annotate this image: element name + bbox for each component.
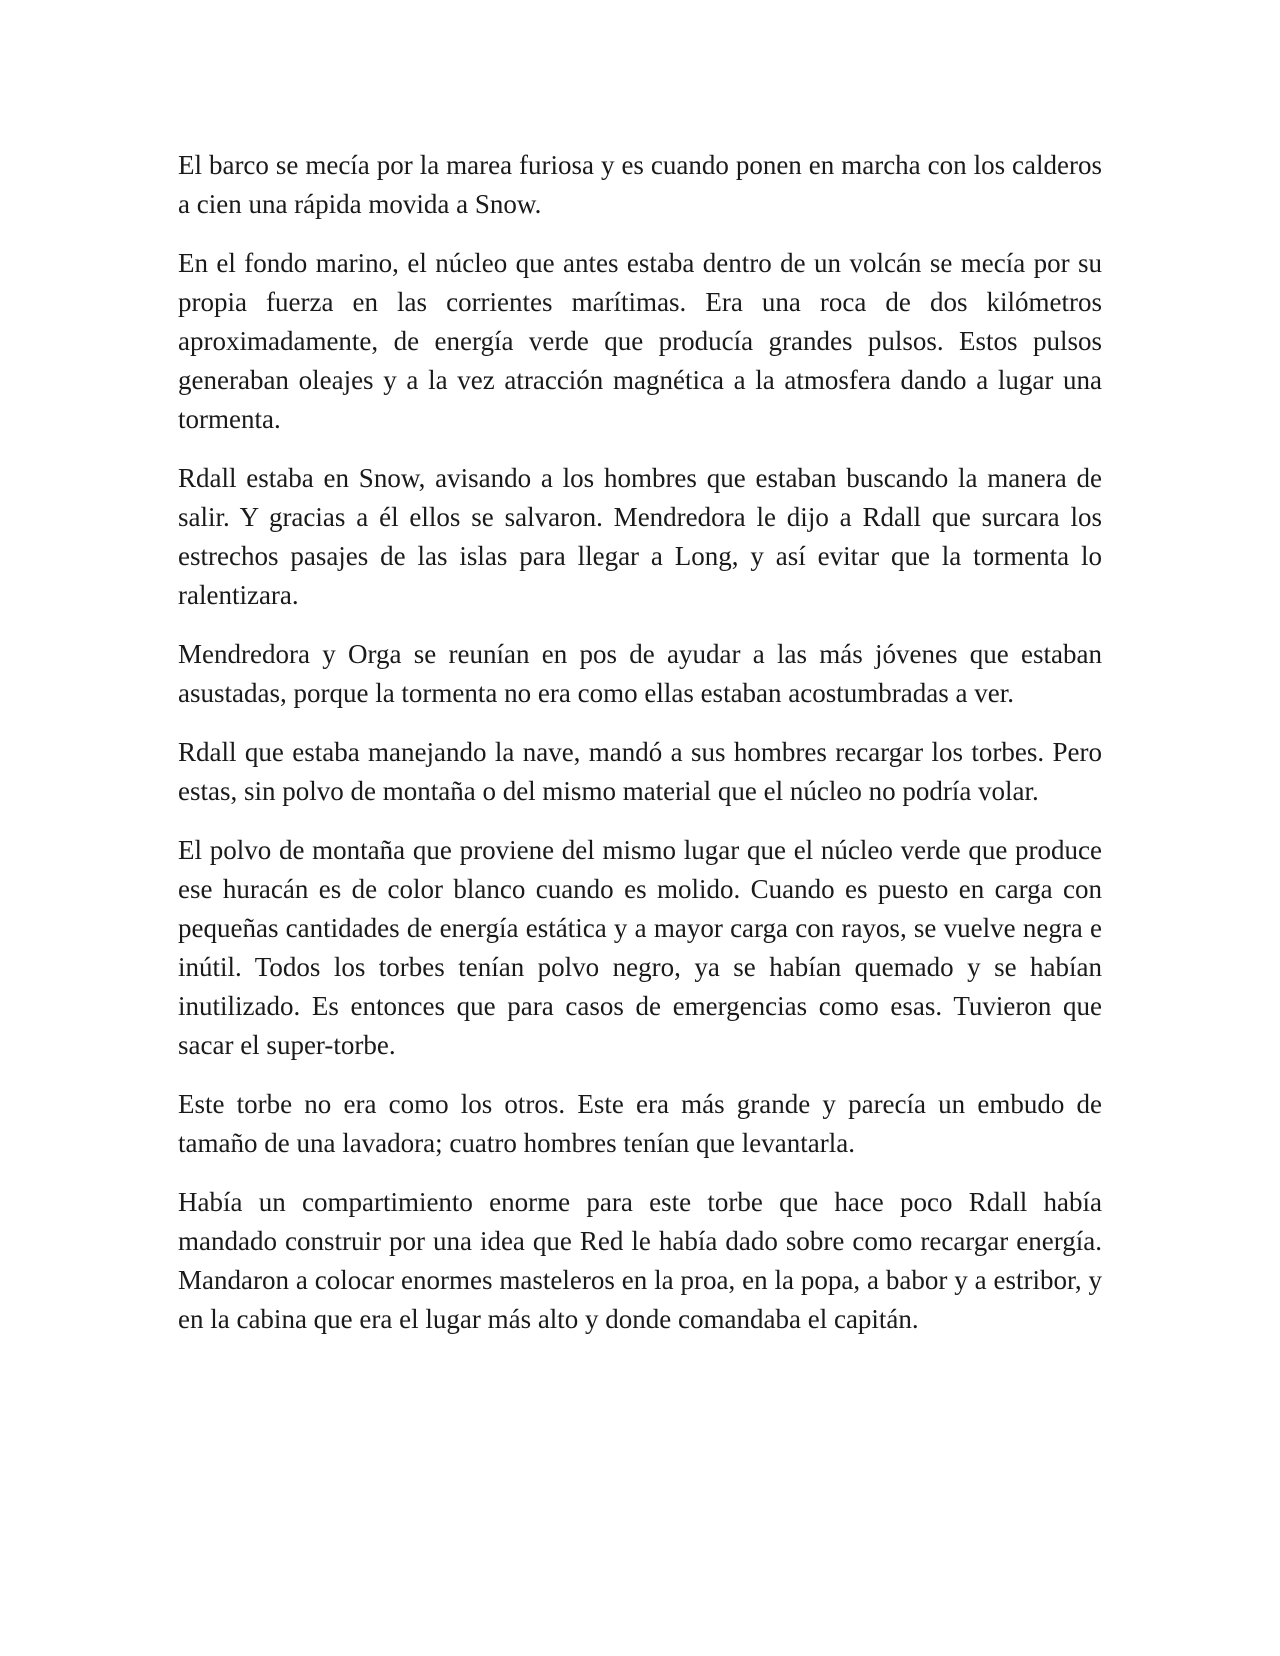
- paragraph: Mendredora y Orga se reunían en pos de ayudar a las más jóvenes que estaban asustadas, porque la tormenta no era como ellas estaban acostumbradas a ver.: [178, 639, 1102, 708]
- paragraph: Había un compartimiento enorme para este torbe que hace poco Rdall había mandado construir por una idea que Red le había dado sobre como recargar energía. Mandaron a colocar enormes masteleros en la proa, en la popa, a babor y a estribor, y en la cabina que era el lugar más alto y donde comandaba el capitán.: [178, 1187, 1102, 1334]
- paragraph: El barco se mecía por la marea furiosa y es cuando ponen en marcha con los calderos a cien una rápida movida a Snow.: [178, 150, 1102, 219]
- paragraph: En el fondo marino, el núcleo que antes estaba dentro de un volcán se mecía por su propia fuerza en las corrientes marítimas. Era una roca de dos kilómetros aproximadamente, de energía verde que producía grandes pulsos. Estos pulsos generaban oleajes y a la vez atracción magnética a la atmosfera dando a lugar una tormenta.: [178, 248, 1102, 434]
- paragraph: El polvo de montaña que proviene del mismo lugar que el núcleo verde que produce ese huracán es de color blanco cuando es molido. Cuando es puesto en carga con pequeñas cantidades de energía estática y a mayor carga con rayos, se vuelve negra e inútil. Todos los torbes tenían polvo negro, ya se habían quemado y se habían inutilizado. Es entonces que para casos de emergencias como esas. Tuvieron que sacar el super-torbe.: [178, 835, 1102, 1060]
- paragraph: Este torbe no era como los otros. Este era más grande y parecía un embudo de tamaño de una lavadora; cuatro hombres tenían que levantarla.: [178, 1089, 1102, 1158]
- document-page: [178, 146, 1102, 1339]
- paragraph: Rdall que estaba manejando la nave, mandó a sus hombres recargar los torbes. Pero estas, sin polvo de montaña o del mismo material que el núcleo no podría volar.: [178, 737, 1102, 806]
- paragraph: Rdall estaba en Snow, avisando a los hombres que estaban buscando la manera de salir. Y gracias a él ellos se salvaron. Mendredora le dijo a Rdall que surcara los estrechos pasajes de las islas para llegar a Long, y así evitar que la tormenta lo ralentizara.: [178, 463, 1102, 610]
